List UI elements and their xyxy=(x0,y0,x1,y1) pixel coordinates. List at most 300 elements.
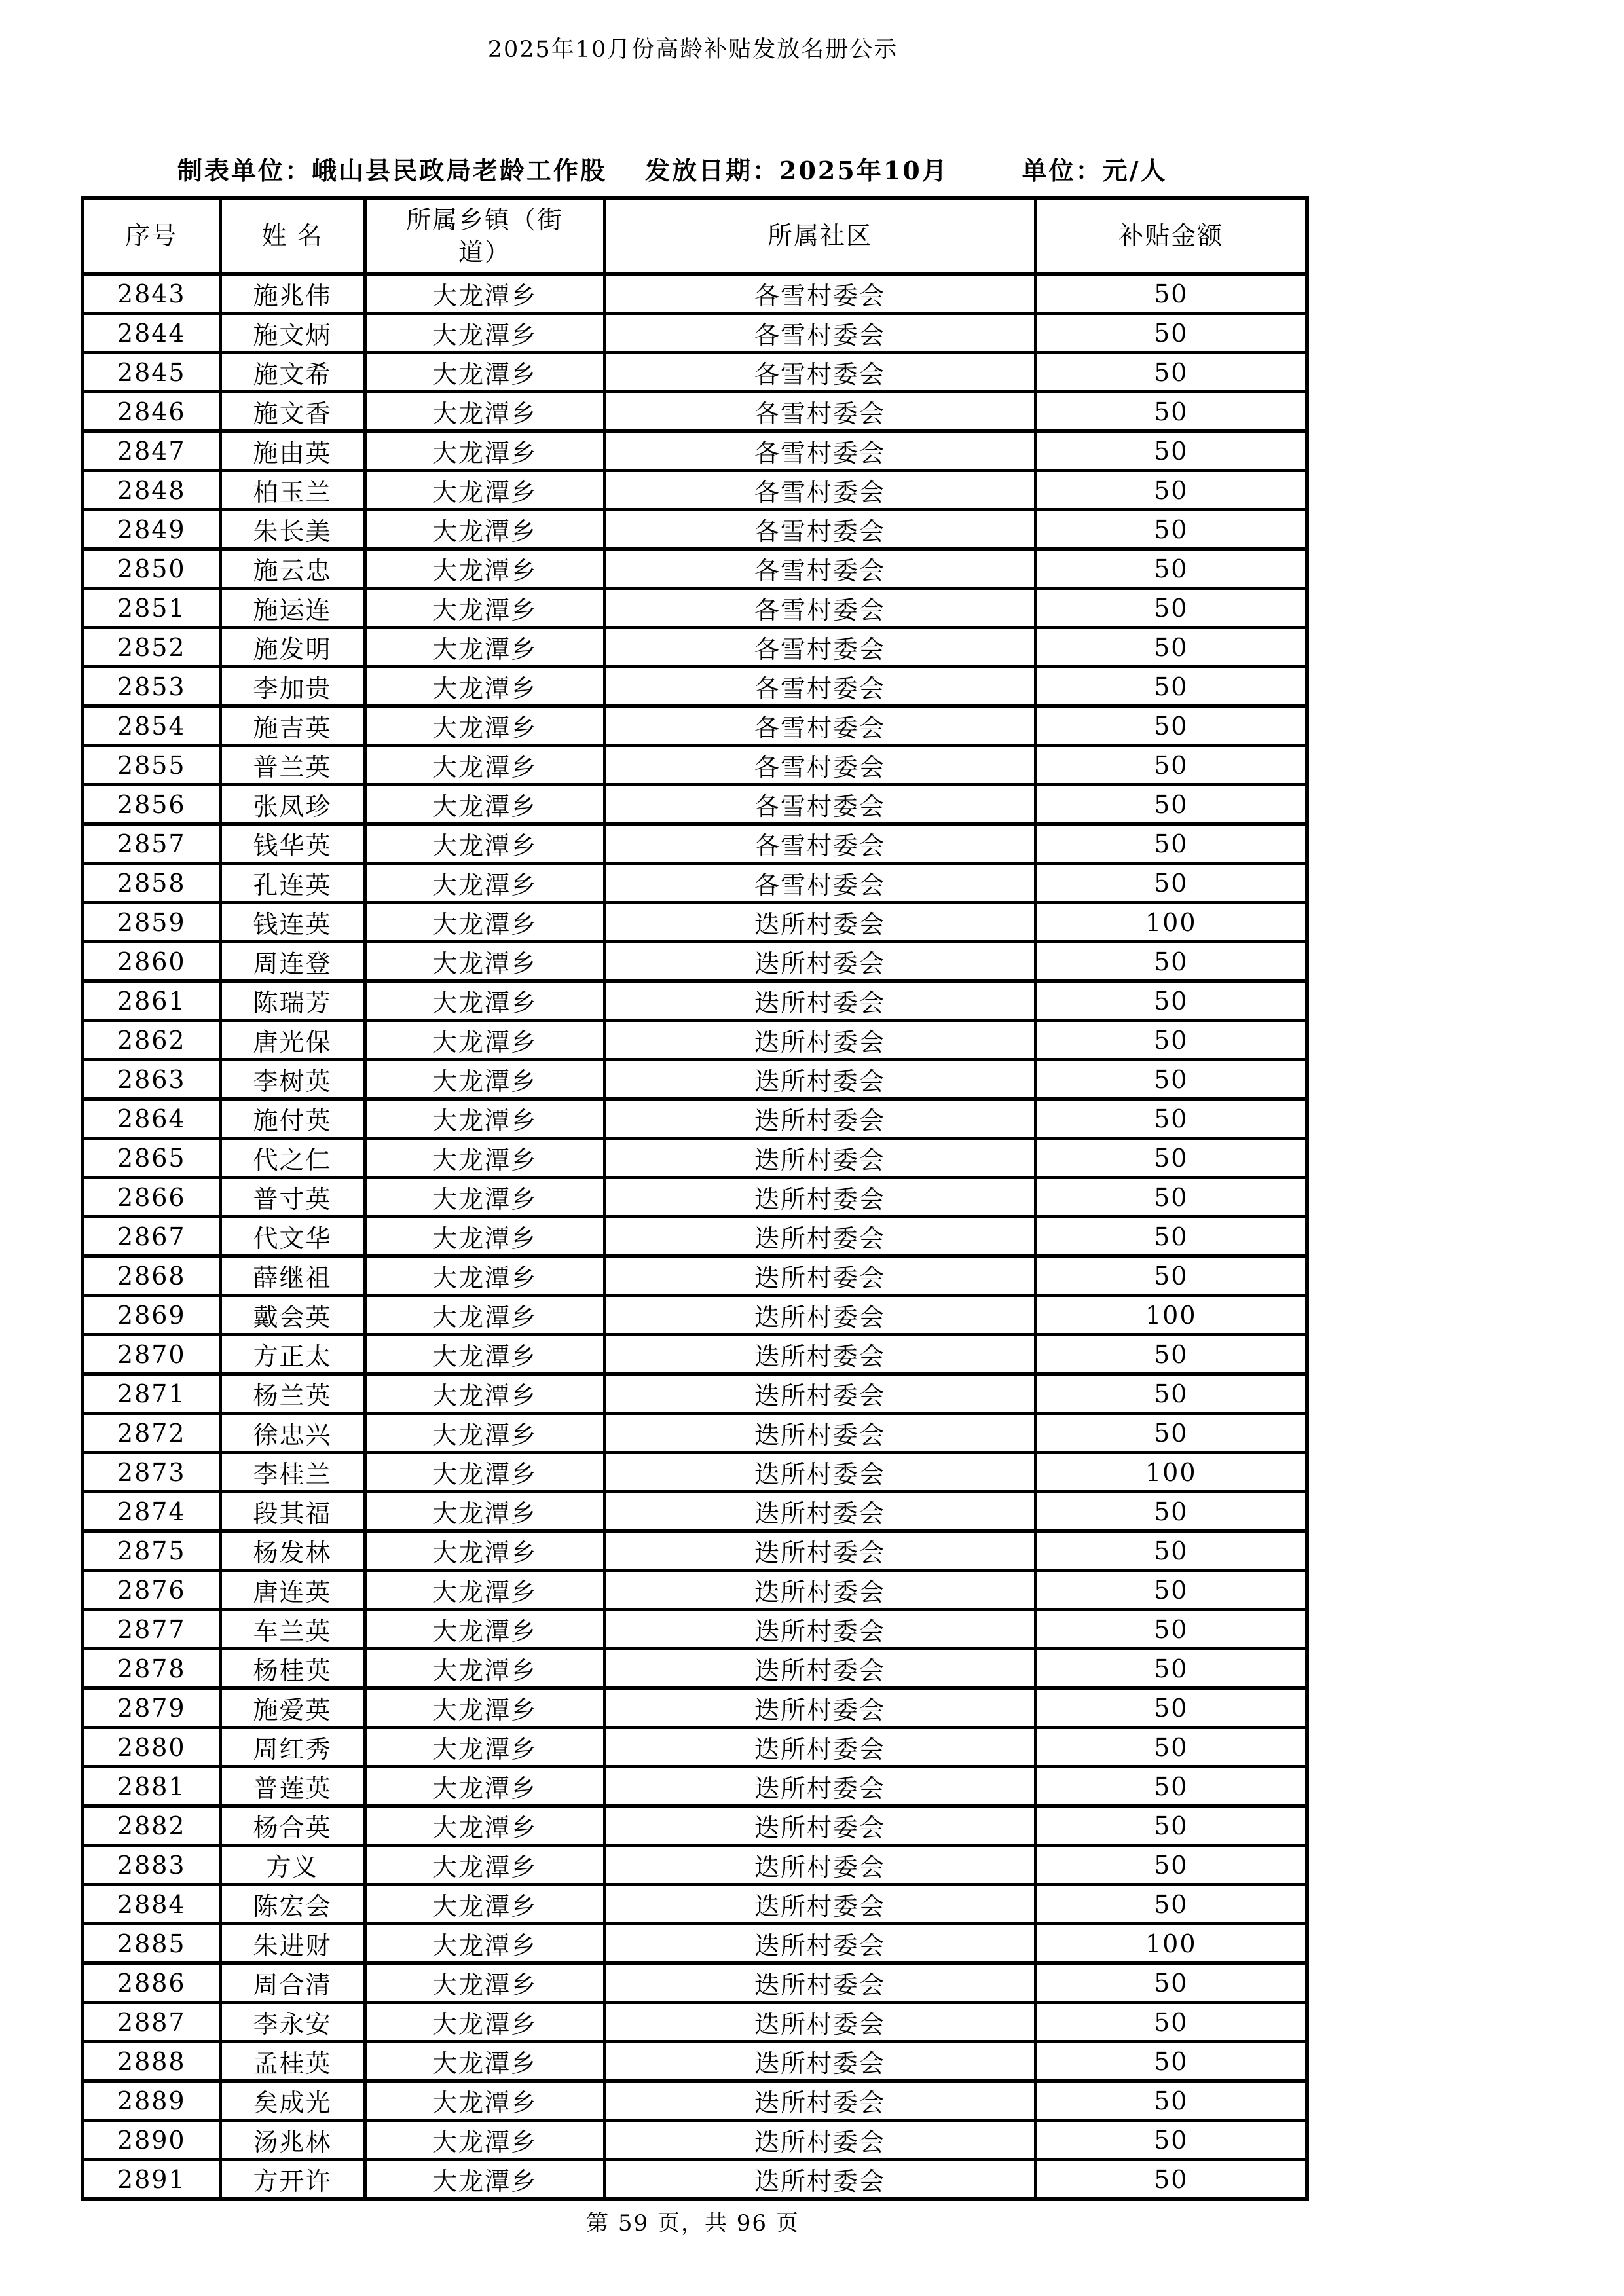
table-row xyxy=(83,628,1307,667)
cell-seq: 2877 xyxy=(83,1610,220,1649)
cell-seq: 2855 xyxy=(83,746,220,785)
table-row xyxy=(83,1139,1307,1178)
cell-seq: 2860 xyxy=(83,942,220,981)
cell-amount: 50 xyxy=(1035,1728,1307,1767)
cell-name: 段其福 xyxy=(220,1492,365,1531)
cell-amount: 50 xyxy=(1035,1649,1307,1688)
table-row xyxy=(83,981,1307,1021)
cell-township: 大龙潭乡 xyxy=(365,1806,604,1846)
cell-amount: 50 xyxy=(1035,471,1307,510)
cell-name: 孟桂英 xyxy=(220,2042,365,2081)
cell-amount: 50 xyxy=(1035,431,1307,471)
cell-township: 大龙潭乡 xyxy=(365,1453,604,1492)
cell-amount: 50 xyxy=(1035,1217,1307,1256)
cell-community: 迭所村委会 xyxy=(604,1610,1035,1649)
cell-amount: 50 xyxy=(1035,628,1307,667)
cell-name: 施发明 xyxy=(220,628,365,667)
table-row xyxy=(83,1453,1307,1492)
table-row xyxy=(83,1571,1307,1610)
cell-township: 大龙潭乡 xyxy=(365,981,604,1021)
cell-community: 各雪村委会 xyxy=(604,864,1035,903)
table-row xyxy=(83,1963,1307,2003)
cell-seq: 2882 xyxy=(83,1806,220,1846)
cell-amount: 50 xyxy=(1035,785,1307,824)
cell-amount: 50 xyxy=(1035,1688,1307,1728)
cell-name: 施由英 xyxy=(220,431,365,471)
table-row xyxy=(83,667,1307,706)
cell-community: 迭所村委会 xyxy=(604,1924,1035,1963)
cell-township: 大龙潭乡 xyxy=(365,824,604,864)
cell-community: 迭所村委会 xyxy=(604,2121,1035,2160)
roster-table xyxy=(81,196,1309,2201)
cell-seq: 2869 xyxy=(83,1296,220,1335)
cell-township: 大龙潭乡 xyxy=(365,667,604,706)
header-amount-label: 补贴金额 xyxy=(1118,221,1224,251)
cell-community: 迭所村委会 xyxy=(604,2081,1035,2121)
cell-name: 方正太 xyxy=(220,1335,365,1374)
cell-township: 大龙潭乡 xyxy=(365,2042,604,2081)
cell-community: 迭所村委会 xyxy=(604,1178,1035,1217)
roster-table-header xyxy=(83,198,1307,274)
cell-township: 大龙潭乡 xyxy=(365,1178,604,1217)
cell-name: 方开许 xyxy=(220,2160,365,2200)
cell-name: 杨兰英 xyxy=(220,1374,365,1413)
table-row xyxy=(83,314,1307,353)
cell-name: 柏玉兰 xyxy=(220,471,365,510)
cell-seq: 2874 xyxy=(83,1492,220,1531)
cell-township: 大龙潭乡 xyxy=(365,1767,604,1806)
cell-community: 迭所村委会 xyxy=(604,1846,1035,1885)
cell-community: 各雪村委会 xyxy=(604,392,1035,431)
cell-name: 钱连英 xyxy=(220,903,365,942)
cell-name: 施运连 xyxy=(220,589,365,628)
cell-name: 施兆伟 xyxy=(220,274,365,314)
cell-community: 迭所村委会 xyxy=(604,942,1035,981)
cell-community: 迭所村委会 xyxy=(604,1256,1035,1296)
cell-seq: 2889 xyxy=(83,2081,220,2121)
cell-township: 大龙潭乡 xyxy=(365,1728,604,1767)
cell-community: 迭所村委会 xyxy=(604,1453,1035,1492)
cell-seq: 2851 xyxy=(83,589,220,628)
cell-seq: 2876 xyxy=(83,1571,220,1610)
cell-name: 徐忠兴 xyxy=(220,1413,365,1453)
cell-community: 迭所村委会 xyxy=(604,1728,1035,1767)
cell-amount: 50 xyxy=(1035,2003,1307,2042)
cell-name: 钱华英 xyxy=(220,824,365,864)
cell-township: 大龙潭乡 xyxy=(365,1296,604,1335)
cell-township: 大龙潭乡 xyxy=(365,1492,604,1531)
cell-name: 代文华 xyxy=(220,1217,365,1256)
table-row xyxy=(83,1217,1307,1256)
cell-amount: 50 xyxy=(1035,706,1307,746)
cell-seq: 2885 xyxy=(83,1924,220,1963)
cell-name: 唐光保 xyxy=(220,1021,365,1060)
cell-township: 大龙潭乡 xyxy=(365,1060,604,1099)
cell-name: 薛继祖 xyxy=(220,1256,365,1296)
cell-community: 迭所村委会 xyxy=(604,1767,1035,1806)
cell-community: 各雪村委会 xyxy=(604,431,1035,471)
cell-amount: 50 xyxy=(1035,942,1307,981)
cell-township: 大龙潭乡 xyxy=(365,1649,604,1688)
cell-seq: 2861 xyxy=(83,981,220,1021)
cell-community: 各雪村委会 xyxy=(604,510,1035,549)
table-row xyxy=(83,1688,1307,1728)
cell-name: 普兰英 xyxy=(220,746,365,785)
cell-township: 大龙潭乡 xyxy=(365,2003,604,2042)
table-row xyxy=(83,392,1307,431)
cell-township: 大龙潭乡 xyxy=(365,1531,604,1571)
cell-community: 迭所村委会 xyxy=(604,1296,1035,1335)
cell-seq: 2875 xyxy=(83,1531,220,1571)
cell-township: 大龙潭乡 xyxy=(365,1688,604,1728)
cell-name: 孔连英 xyxy=(220,864,365,903)
cell-township: 大龙潭乡 xyxy=(365,706,604,746)
cell-name: 唐连英 xyxy=(220,1571,365,1610)
table-row xyxy=(83,353,1307,392)
table-row xyxy=(83,1924,1307,1963)
cell-seq: 2880 xyxy=(83,1728,220,1767)
cell-amount: 50 xyxy=(1035,1610,1307,1649)
cell-community: 迭所村委会 xyxy=(604,1492,1035,1531)
table-row xyxy=(83,706,1307,746)
cell-amount: 50 xyxy=(1035,1963,1307,2003)
cell-amount: 50 xyxy=(1035,2121,1307,2160)
cell-name: 施付英 xyxy=(220,1099,365,1139)
cell-amount: 50 xyxy=(1035,746,1307,785)
cell-township: 大龙潭乡 xyxy=(365,549,604,589)
table-row xyxy=(83,589,1307,628)
cell-amount: 50 xyxy=(1035,2160,1307,2200)
cell-amount: 50 xyxy=(1035,589,1307,628)
table-row xyxy=(83,1649,1307,1688)
cell-township: 大龙潭乡 xyxy=(365,2081,604,2121)
cell-community: 各雪村委会 xyxy=(604,274,1035,314)
cell-seq: 2844 xyxy=(83,314,220,353)
cell-community: 迭所村委会 xyxy=(604,1060,1035,1099)
cell-community: 迭所村委会 xyxy=(604,903,1035,942)
table-row xyxy=(83,274,1307,314)
cell-township: 大龙潭乡 xyxy=(365,746,604,785)
table-row xyxy=(83,785,1307,824)
cell-amount: 100 xyxy=(1035,1924,1307,1963)
cell-seq: 2872 xyxy=(83,1413,220,1453)
cell-community: 迭所村委会 xyxy=(604,1688,1035,1728)
cell-name: 李桂兰 xyxy=(220,1453,365,1492)
cell-name: 方义 xyxy=(220,1846,365,1885)
cell-amount: 50 xyxy=(1035,510,1307,549)
cell-name: 李永安 xyxy=(220,2003,365,2042)
cell-amount: 50 xyxy=(1035,1139,1307,1178)
cell-community: 各雪村委会 xyxy=(604,785,1035,824)
cell-seq: 2871 xyxy=(83,1374,220,1413)
cell-seq: 2870 xyxy=(83,1335,220,1374)
cell-township: 大龙潭乡 xyxy=(365,785,604,824)
header-name xyxy=(220,198,365,274)
cell-township: 大龙潭乡 xyxy=(365,589,604,628)
cell-township: 大龙潭乡 xyxy=(365,1610,604,1649)
cell-name: 张凤珍 xyxy=(220,785,365,824)
table-row xyxy=(83,2042,1307,2081)
table-row xyxy=(83,471,1307,510)
cell-seq: 2857 xyxy=(83,824,220,864)
table-row xyxy=(83,942,1307,981)
roster-table-body xyxy=(83,274,1307,2200)
cell-township: 大龙潭乡 xyxy=(365,1413,604,1453)
cell-township: 大龙潭乡 xyxy=(365,274,604,314)
cell-amount: 50 xyxy=(1035,1335,1307,1374)
cell-community: 迭所村委会 xyxy=(604,1335,1035,1374)
cell-township: 大龙潭乡 xyxy=(365,431,604,471)
cell-community: 迭所村委会 xyxy=(604,1021,1035,1060)
table-row xyxy=(83,1492,1307,1531)
cell-name: 陈瑞芳 xyxy=(220,981,365,1021)
cell-amount: 50 xyxy=(1035,1571,1307,1610)
cell-seq: 2866 xyxy=(83,1178,220,1217)
cell-seq: 2848 xyxy=(83,471,220,510)
cell-seq: 2864 xyxy=(83,1099,220,1139)
cell-township: 大龙潭乡 xyxy=(365,1885,604,1924)
table-row xyxy=(83,510,1307,549)
cell-seq: 2865 xyxy=(83,1139,220,1178)
cell-amount: 100 xyxy=(1035,1453,1307,1492)
cell-community: 各雪村委会 xyxy=(604,471,1035,510)
header-row xyxy=(83,198,1307,274)
cell-township: 大龙潭乡 xyxy=(365,942,604,981)
header-community xyxy=(604,198,1035,274)
cell-township: 大龙潭乡 xyxy=(365,314,604,353)
cell-township: 大龙潭乡 xyxy=(365,628,604,667)
table-row xyxy=(83,824,1307,864)
issuer-label: 制表单位：峨山县民政局老龄工作股 xyxy=(177,156,608,185)
cell-amount: 50 xyxy=(1035,1806,1307,1846)
cell-seq: 2888 xyxy=(83,2042,220,2081)
cell-community: 迭所村委会 xyxy=(604,1374,1035,1413)
cell-seq: 2849 xyxy=(83,510,220,549)
cell-seq: 2890 xyxy=(83,2121,220,2160)
cell-name: 代之仁 xyxy=(220,1139,365,1178)
cell-amount: 50 xyxy=(1035,392,1307,431)
cell-community: 迭所村委会 xyxy=(604,1963,1035,2003)
table-row xyxy=(83,549,1307,589)
cell-name: 施吉英 xyxy=(220,706,365,746)
header-name-label: 姓 名 xyxy=(261,221,323,251)
table-row xyxy=(83,1728,1307,1767)
cell-township: 大龙潭乡 xyxy=(365,1924,604,1963)
header-amount xyxy=(1035,198,1307,274)
table-row xyxy=(83,2003,1307,2042)
cell-seq: 2862 xyxy=(83,1021,220,1060)
cell-name: 朱进财 xyxy=(220,1924,365,1963)
cell-township: 大龙潭乡 xyxy=(365,392,604,431)
cell-name: 施云忠 xyxy=(220,549,365,589)
cell-name: 普寸英 xyxy=(220,1178,365,1217)
table-row xyxy=(83,1531,1307,1571)
cell-community: 迭所村委会 xyxy=(604,1413,1035,1453)
cell-seq: 2843 xyxy=(83,274,220,314)
cell-township: 大龙潭乡 xyxy=(365,471,604,510)
cell-township: 大龙潭乡 xyxy=(365,903,604,942)
cell-community: 各雪村委会 xyxy=(604,706,1035,746)
table-row xyxy=(83,1767,1307,1806)
cell-seq: 2845 xyxy=(83,353,220,392)
cell-seq: 2883 xyxy=(83,1846,220,1885)
unit-label: 单位：元/人 xyxy=(1022,156,1168,185)
cell-seq: 2863 xyxy=(83,1060,220,1099)
cell-amount: 100 xyxy=(1035,903,1307,942)
cell-community: 各雪村委会 xyxy=(604,628,1035,667)
table-row xyxy=(83,1806,1307,1846)
cell-amount: 50 xyxy=(1035,864,1307,903)
table-row xyxy=(83,431,1307,471)
cell-seq: 2858 xyxy=(83,864,220,903)
cell-community: 迭所村委会 xyxy=(604,981,1035,1021)
cell-seq: 2878 xyxy=(83,1649,220,1688)
cell-name: 车兰英 xyxy=(220,1610,365,1649)
cell-name: 杨合英 xyxy=(220,1806,365,1846)
table-row xyxy=(83,1021,1307,1060)
cell-township: 大龙潭乡 xyxy=(365,510,604,549)
table-row xyxy=(83,1374,1307,1413)
cell-seq: 2853 xyxy=(83,667,220,706)
cell-amount: 50 xyxy=(1035,1256,1307,1296)
cell-community: 迭所村委会 xyxy=(604,1099,1035,1139)
cell-amount: 50 xyxy=(1035,1846,1307,1885)
cell-township: 大龙潭乡 xyxy=(365,1256,604,1296)
cell-seq: 2887 xyxy=(83,2003,220,2042)
cell-community: 迭所村委会 xyxy=(604,2042,1035,2081)
cell-township: 大龙潭乡 xyxy=(365,1963,604,2003)
table-row xyxy=(83,1099,1307,1139)
table-row xyxy=(83,903,1307,942)
table-row xyxy=(83,864,1307,903)
cell-township: 大龙潭乡 xyxy=(365,2121,604,2160)
header-seq xyxy=(83,198,220,274)
cell-community: 迭所村委会 xyxy=(604,1885,1035,1924)
cell-community: 各雪村委会 xyxy=(604,549,1035,589)
cell-seq: 2852 xyxy=(83,628,220,667)
cell-name: 施文炳 xyxy=(220,314,365,353)
cell-township: 大龙潭乡 xyxy=(365,1571,604,1610)
issue-date-label: 发放日期：2025年10月 xyxy=(645,156,949,185)
table-row xyxy=(83,1256,1307,1296)
cell-community: 各雪村委会 xyxy=(604,589,1035,628)
cell-seq: 2856 xyxy=(83,785,220,824)
table-row xyxy=(83,1335,1307,1374)
cell-amount: 100 xyxy=(1035,1296,1307,1335)
table-row xyxy=(83,1885,1307,1924)
header-township-label: 所属乡镇（街道） xyxy=(405,205,563,266)
cell-community: 各雪村委会 xyxy=(604,824,1035,864)
cell-name: 朱长美 xyxy=(220,510,365,549)
cell-community: 迭所村委会 xyxy=(604,1806,1035,1846)
page-number-indicator: 第 59 页，共 96 页 xyxy=(586,2210,800,2236)
cell-township: 大龙潭乡 xyxy=(365,864,604,903)
cell-amount: 50 xyxy=(1035,667,1307,706)
cell-seq: 2881 xyxy=(83,1767,220,1806)
table-row xyxy=(83,1060,1307,1099)
cell-seq: 2846 xyxy=(83,392,220,431)
cell-name: 施爱英 xyxy=(220,1688,365,1728)
cell-amount: 50 xyxy=(1035,314,1307,353)
cell-township: 大龙潭乡 xyxy=(365,353,604,392)
cell-community: 迭所村委会 xyxy=(604,1139,1035,1178)
table-row xyxy=(83,2160,1307,2200)
cell-seq: 2873 xyxy=(83,1453,220,1492)
table-row xyxy=(83,1846,1307,1885)
table-row xyxy=(83,2121,1307,2160)
cell-township: 大龙潭乡 xyxy=(365,1374,604,1413)
cell-township: 大龙潭乡 xyxy=(365,1335,604,1374)
cell-township: 大龙潭乡 xyxy=(365,1099,604,1139)
cell-amount: 50 xyxy=(1035,1060,1307,1099)
cell-community: 迭所村委会 xyxy=(604,1531,1035,1571)
cell-community: 各雪村委会 xyxy=(604,314,1035,353)
cell-amount: 50 xyxy=(1035,1885,1307,1924)
cell-amount: 50 xyxy=(1035,1021,1307,1060)
table-meta-line xyxy=(81,151,1305,187)
cell-amount: 50 xyxy=(1035,2081,1307,2121)
cell-amount: 50 xyxy=(1035,2042,1307,2081)
cell-amount: 50 xyxy=(1035,1767,1307,1806)
cell-seq: 2886 xyxy=(83,1963,220,2003)
cell-name: 戴会英 xyxy=(220,1296,365,1335)
cell-township: 大龙潭乡 xyxy=(365,1846,604,1885)
cell-name: 周红秀 xyxy=(220,1728,365,1767)
cell-community: 迭所村委会 xyxy=(604,2003,1035,2042)
cell-seq: 2868 xyxy=(83,1256,220,1296)
cell-seq: 2847 xyxy=(83,431,220,471)
cell-amount: 50 xyxy=(1035,1374,1307,1413)
table-row xyxy=(83,1296,1307,1335)
cell-name: 陈宏会 xyxy=(220,1885,365,1924)
cell-community: 迭所村委会 xyxy=(604,1217,1035,1256)
cell-amount: 50 xyxy=(1035,549,1307,589)
cell-amount: 50 xyxy=(1035,1413,1307,1453)
cell-seq: 2879 xyxy=(83,1688,220,1728)
cell-amount: 50 xyxy=(1035,981,1307,1021)
cell-seq: 2884 xyxy=(83,1885,220,1924)
cell-name: 杨发林 xyxy=(220,1531,365,1571)
cell-township: 大龙潭乡 xyxy=(365,1139,604,1178)
cell-amount: 50 xyxy=(1035,1492,1307,1531)
page-title: 2025年10月份高龄补贴发放名册公示 xyxy=(487,37,898,63)
cell-township: 大龙潭乡 xyxy=(365,1217,604,1256)
cell-community: 迭所村委会 xyxy=(604,1571,1035,1610)
cell-seq: 2854 xyxy=(83,706,220,746)
cell-name: 施文希 xyxy=(220,353,365,392)
table-row xyxy=(83,746,1307,785)
cell-name: 汤兆林 xyxy=(220,2121,365,2160)
table-row xyxy=(83,1178,1307,1217)
cell-community: 各雪村委会 xyxy=(604,746,1035,785)
cell-seq: 2859 xyxy=(83,903,220,942)
cell-name: 李加贵 xyxy=(220,667,365,706)
cell-seq: 2867 xyxy=(83,1217,220,1256)
cell-township: 大龙潭乡 xyxy=(365,2160,604,2200)
table-row xyxy=(83,2081,1307,2121)
table-row xyxy=(83,1610,1307,1649)
cell-name: 普莲英 xyxy=(220,1767,365,1806)
cell-name: 施文香 xyxy=(220,392,365,431)
cell-community: 各雪村委会 xyxy=(604,667,1035,706)
cell-amount: 50 xyxy=(1035,824,1307,864)
cell-seq: 2891 xyxy=(83,2160,220,2200)
table-row xyxy=(83,1413,1307,1453)
cell-community: 迭所村委会 xyxy=(604,2160,1035,2200)
cell-name: 矣成光 xyxy=(220,2081,365,2121)
cell-community: 迭所村委会 xyxy=(604,1649,1035,1688)
header-community-label: 所属社区 xyxy=(767,221,872,251)
